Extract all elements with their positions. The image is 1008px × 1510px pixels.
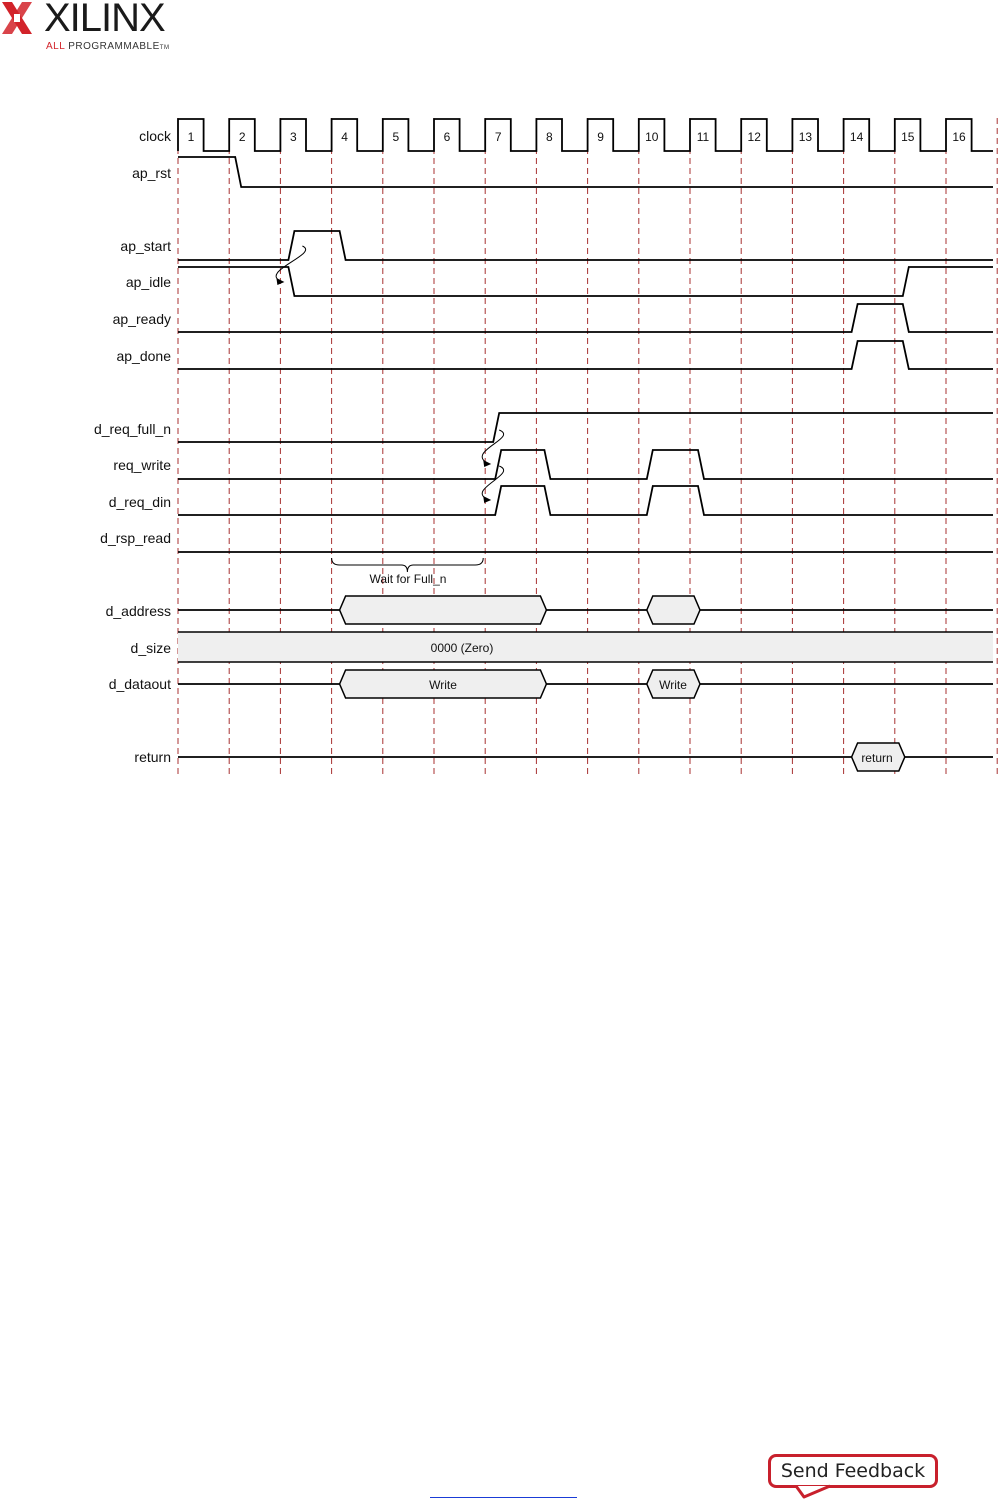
cycle-number: 9: [597, 130, 604, 144]
signal-waveforms: [178, 157, 993, 771]
cycle-number: 16: [952, 130, 966, 144]
cycle-number: 8: [546, 130, 553, 144]
ap-idle-trace: [178, 267, 993, 296]
cycle-number: 2: [238, 130, 246, 144]
label-ap-idle: ap_idle: [125, 274, 171, 290]
ap-ready-trace: [178, 304, 993, 332]
ap-rst-trace: [178, 157, 993, 187]
label-clock: clock: [139, 128, 171, 144]
cycle-number: 4: [341, 130, 348, 144]
d-req-full-n-trace: [178, 413, 993, 442]
send-feedback-button[interactable]: Send Feedback: [768, 1454, 938, 1488]
arrow-head: [483, 460, 491, 467]
req-write-trace: [178, 450, 993, 479]
d-size-value: 0000 (Zero): [430, 641, 494, 655]
arrow-head: [483, 496, 491, 503]
cycle-number: 12: [747, 130, 761, 144]
logo-tag-prefix: ALL: [46, 41, 65, 52]
dataout-value-1: Write: [429, 678, 457, 692]
clock-waveform: [178, 119, 993, 151]
wait-brace: [332, 558, 484, 572]
label-d-rsp-read: d_rsp_read: [100, 530, 171, 546]
cycle-numbers: [188, 130, 966, 144]
cycle-number: 13: [798, 130, 813, 144]
logo-wordmark: XILINX: [44, 0, 165, 40]
logo-tm: TM: [159, 45, 170, 51]
label-d-dataout: d_dataout: [108, 676, 171, 692]
ap-done-trace: [178, 341, 993, 369]
cycle-number: 6: [443, 130, 451, 144]
d-address-value: [647, 596, 700, 624]
label-ap-start: ap_start: [120, 238, 171, 254]
cycle-number: 10: [645, 130, 659, 144]
dataout-value-2: Write: [659, 678, 687, 692]
label-d-size: d_size: [130, 640, 171, 656]
label-d-req-din: d_req_din: [108, 494, 171, 510]
label-return: return: [134, 749, 171, 765]
wait-annotation: Wait for Full_n: [369, 572, 447, 586]
cycle-number: 15: [901, 130, 915, 144]
label-d-address: d_address: [105, 603, 171, 619]
d-req-din-trace: [178, 486, 993, 515]
clock-trace: [178, 119, 993, 151]
return-value: return: [861, 751, 893, 765]
cycle-number: 5: [392, 130, 400, 144]
feedback-tail-icon: [794, 1484, 834, 1500]
cycle-number: 1: [187, 130, 195, 144]
cycle-number: 11: [696, 130, 710, 144]
d-size-band: [178, 632, 993, 662]
logo-tag-rest: PROGRAMMABLE: [68, 41, 160, 52]
cycle-number: 7: [494, 130, 502, 144]
cycle-number: 14: [849, 130, 864, 144]
footer-link[interactable]: [430, 1497, 577, 1498]
label-ap-ready: ap_ready: [112, 311, 171, 327]
label-ap-rst: ap_rst: [132, 165, 171, 181]
label-req-write: req_write: [113, 457, 171, 473]
cycle-number: 3: [290, 130, 297, 144]
d-address-value: [340, 596, 547, 624]
label-d-req-full-n: d_req_full_n: [93, 421, 171, 437]
label-ap-done: ap_done: [116, 348, 171, 364]
cycle-gridlines: [178, 118, 997, 778]
